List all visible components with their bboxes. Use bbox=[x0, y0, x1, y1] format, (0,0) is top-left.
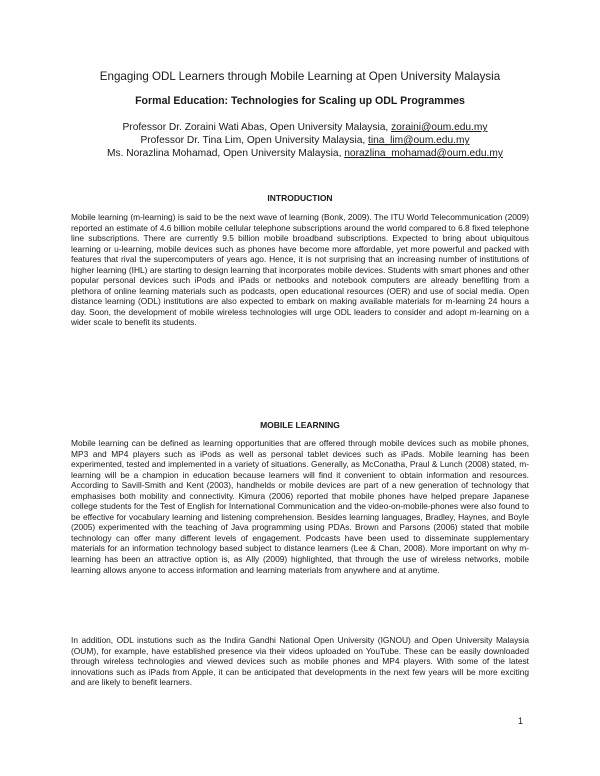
author-affiliation: Ms. Norazlina Mohamad, Open University Malaysia, bbox=[107, 148, 345, 159]
author-affiliation: Professor Dr. Zoraini Wati Abas, Open University Malaysia, bbox=[122, 122, 392, 133]
mobile-learning-paragraph-2: In addition, ODL instutions such as the Indira Gandhi National Open University (IGNOU) and Open University Malaysia (OUM), for example, have established presence via their videos uploaded on YouTube. These can be easily downloaded through wireless technologies and viewed devices such as mobile phones and MP4 players. With some of the latest innovations such as iPads from Apple, it can be anticipated that developments in the next few years will be more exciting and are likely to benefit learners. bbox=[71, 635, 529, 688]
introduction-paragraph: Mobile learning (m-learning) is said to be the next wave of learning (Bonk, 2009). The ITU World Telecommunication (2009) reported an estimate of 4.6 billion mobile cellular telephone subscriptions around the world compared to 6.8 fixed telephone line subscriptions. There are currently 9.5 billion mobile broadband subscriptions. Expected to bring about ubiquitous learning or u-learning, mobile devices such as phones have become more affordable, yet more powerful and packed with features that rival the supercomputers of years ago. Hence, it is not surprising that an increasing number of institutions of higher learning (IHL) are starting to design learning that incorporates mobile devices. Students with smart phones and other popular personal devices such iPods and iPads or netbooks and notebook computers are already benefiting from a plethora of online learning materials such as podcasts, open educational resources (OER) and use of social media. Open distance learning (ODL) institutions are also expected to embark on making available materials for m-learning 24 hours a day. Soon, the development of mobile wireless technologies will urge ODL leaders to consider and adopt m-learning on a wider scale to benefit its students. bbox=[71, 212, 529, 328]
author-email-link[interactable]: zoraini@oum.edu.my bbox=[391, 122, 488, 133]
page-number: 1 bbox=[518, 716, 524, 726]
introduction-heading: INTRODUCTION bbox=[267, 193, 333, 203]
author-email-link[interactable]: tina_lim@oum.edu.my bbox=[368, 135, 470, 146]
mobile-learning-paragraph-1: Mobile learning can be defined as learning opportunities that are offered through mobile devices such as mobile phones, MP3 and MP4 players such as iPods as well as personal tablet devices such as iPads. Mobile learning has been experimented, tested and implemented in a variety of situations. Generally, as McConatha, Praul & Lunch (2008) stated, m-learning will be a champion in education because learners will find it convenient to obtain information and resources. According to Savill-Smith and Kent (2003), handhelds or mobile devices are part of a new generation of technology that emphasises both mobility and connectivity. Kimura (2006) reported that mobile phones have helped prepare Japanese college students for the Test of English for International Communication and the video-on-mobile-phones were also found to be effective for vocabulary learning and listening comprehension. Besides learning languages, Bradley, Haynes, and Boyle (2005) experimented with the teaching of Java programming using PDAs. Brown and Parsons (2006) stated that mobile technology can offer many different levels of engagement. Podcasts have been used to disseminate supplementary materials for an information technology based subject to distance learners (Lee & Chan, 2008). More important on why m-learning has been an attractive option is, as Ally (2009) highlighted, that through the use of wireless networks, mobile learning allows anyone to access information and learning materials from anywhere and at anytime. bbox=[71, 438, 529, 575]
mobile-learning-heading: MOBILE LEARNING bbox=[260, 420, 340, 430]
author-line-3 bbox=[10, 147, 600, 160]
author-line-2 bbox=[10, 134, 600, 147]
author-email-link[interactable]: norazlina_mohamad@oum.edu.my bbox=[344, 148, 503, 159]
author-line-1 bbox=[10, 121, 600, 134]
author-affiliation: Professor Dr. Tina Lim, Open University Malaysia, bbox=[140, 135, 369, 146]
paper-title: Engaging ODL Learners through Mobile Learning at Open University Malaysia bbox=[99, 70, 501, 83]
author-list bbox=[0, 121, 600, 160]
paper-subtitle: Formal Education: Technologies for Scaling up ODL Programmes bbox=[135, 95, 465, 107]
